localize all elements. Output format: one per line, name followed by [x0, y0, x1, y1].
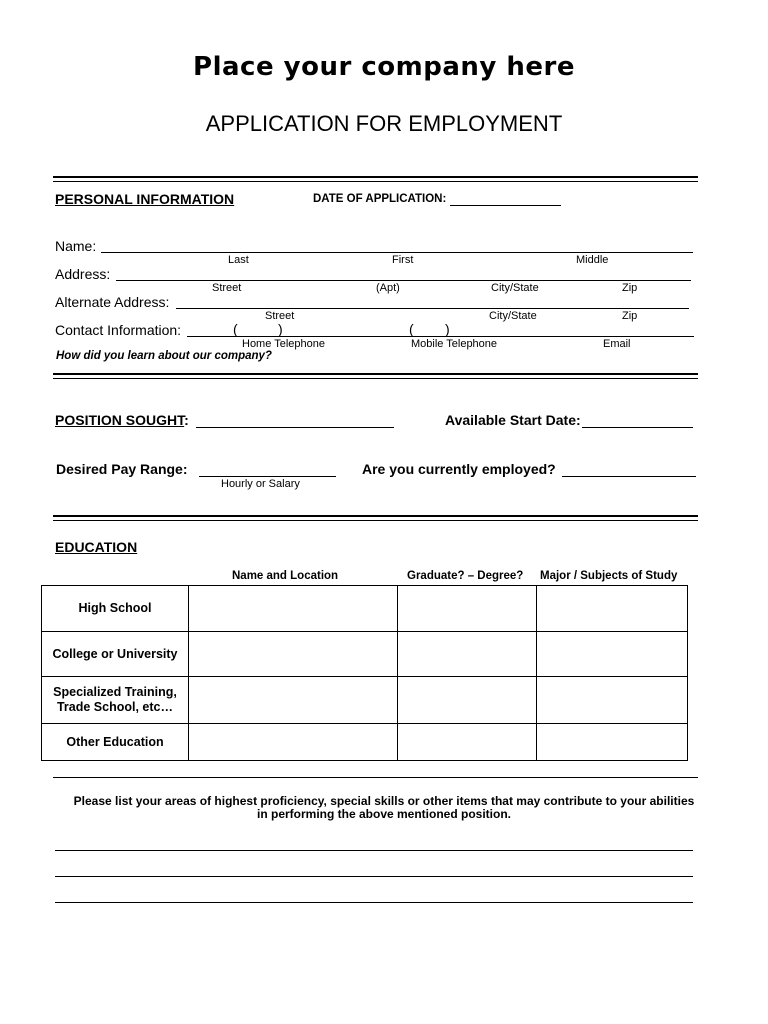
- form-title: APPLICATION FOR EMPLOYMENT: [205, 111, 563, 136]
- address-sub-street: Street: [212, 282, 242, 294]
- position-sought-colon: :: [184, 412, 189, 428]
- currently-employed-label: Are you currently employed?: [362, 461, 556, 477]
- date-of-application-field[interactable]: [450, 205, 561, 206]
- edu-cell-graduate-degree[interactable]: [398, 632, 537, 677]
- address-field[interactable]: [116, 280, 691, 281]
- edu-row-label: Specialized Training, Trade School, etc…: [42, 677, 189, 724]
- edu-row-label: Other Education: [42, 724, 189, 761]
- table-row: [42, 677, 688, 724]
- skills-prompt: [0, 795, 768, 821]
- divider-position-2: [53, 520, 698, 521]
- alt-address-sub-zip: Zip: [622, 310, 638, 322]
- name-sub-first: First: [392, 254, 414, 266]
- section-personal-information: PERSONAL INFORMATION: [55, 191, 235, 207]
- edu-cell-major[interactable]: [537, 724, 688, 761]
- alt-address-sub-city-state: City/State: [489, 310, 537, 322]
- edu-col-major-subjects: Major / Subjects of Study: [540, 570, 678, 582]
- position-sought-field[interactable]: [196, 427, 394, 428]
- education-table: [41, 585, 688, 761]
- skills-answer-line-2[interactable]: [55, 876, 693, 877]
- edu-cell-name-location[interactable]: [189, 586, 398, 632]
- divider-top-1: [53, 176, 698, 178]
- alternate-address-field[interactable]: [176, 308, 689, 309]
- name-label: Name:: [55, 238, 97, 254]
- skills-answer-line-3[interactable]: [55, 902, 693, 903]
- skills-prompt-line-2: in performing the above mentioned position.: [256, 807, 511, 821]
- edu-cell-name-location[interactable]: [189, 677, 398, 724]
- edu-row-label: College or University: [42, 632, 189, 677]
- address-sub-city-state: City/State: [491, 282, 539, 294]
- contact-sub-email: Email: [603, 338, 631, 350]
- available-start-date-label: Available Start Date:: [445, 412, 581, 428]
- edu-cell-name-location[interactable]: [189, 724, 398, 761]
- edu-cell-graduate-degree[interactable]: [398, 724, 537, 761]
- name-sub-last: Last: [228, 254, 249, 266]
- edu-cell-name-location[interactable]: [189, 632, 398, 677]
- name-field[interactable]: [101, 252, 693, 253]
- date-of-application-label: DATE OF APPLICATION:: [313, 193, 447, 205]
- how-did-you-learn-label: How did you learn about our company?: [56, 350, 272, 362]
- edu-col-graduate-degree: Graduate? – Degree?: [407, 570, 524, 582]
- contact-information-field[interactable]: [187, 336, 694, 337]
- section-position-sought: POSITION SOUGHT: [55, 412, 185, 428]
- divider-personal-2: [53, 378, 698, 379]
- edu-cell-graduate-degree[interactable]: [398, 677, 537, 724]
- available-start-date-field[interactable]: [582, 427, 693, 428]
- skills-answer-line-1[interactable]: [55, 850, 693, 851]
- alt-address-sub-street: Street: [265, 310, 295, 322]
- table-row: [42, 724, 688, 761]
- home-phone-paren-close: ): [278, 321, 283, 337]
- edu-cell-major[interactable]: [537, 586, 688, 632]
- table-row: [42, 632, 688, 677]
- address-sub-apt: (Apt): [376, 282, 400, 294]
- alternate-address-label: Alternate Address:: [55, 294, 170, 310]
- edu-cell-graduate-degree[interactable]: [398, 586, 537, 632]
- address-sub-zip: Zip: [622, 282, 638, 294]
- edu-cell-major[interactable]: [537, 632, 688, 677]
- edu-row-label: High School: [42, 586, 189, 632]
- name-sub-middle: Middle: [576, 254, 609, 266]
- contact-information-label: Contact Information:: [55, 322, 182, 338]
- table-row: [42, 586, 688, 632]
- address-label: Address:: [55, 266, 111, 282]
- currently-employed-field[interactable]: [562, 476, 696, 477]
- edu-cell-major[interactable]: [537, 677, 688, 724]
- section-education: EDUCATION: [55, 539, 138, 555]
- desired-pay-range-field[interactable]: [199, 476, 336, 477]
- mobile-phone-paren-close: ): [445, 321, 450, 337]
- divider-personal-1: [53, 373, 698, 375]
- edu-col-name-and-location: Name and Location: [232, 570, 339, 582]
- contact-sub-home-telephone: Home Telephone: [242, 338, 325, 350]
- divider-education: [53, 777, 698, 778]
- pay-sub-hourly-or-salary: Hourly or Salary: [221, 478, 300, 490]
- home-phone-paren-open: (: [233, 321, 238, 337]
- desired-pay-range-label: Desired Pay Range:: [56, 461, 188, 477]
- divider-top-2: [53, 181, 698, 182]
- skills-prompt-line-1: Please list your areas of highest proficiency, special skills or other items that may contribute to your abilities: [73, 794, 695, 808]
- mobile-phone-paren-open: (: [409, 321, 414, 337]
- divider-position-1: [53, 515, 698, 517]
- contact-sub-mobile-telephone: Mobile Telephone: [411, 338, 498, 350]
- company-name: Place your company here: [193, 52, 575, 82]
